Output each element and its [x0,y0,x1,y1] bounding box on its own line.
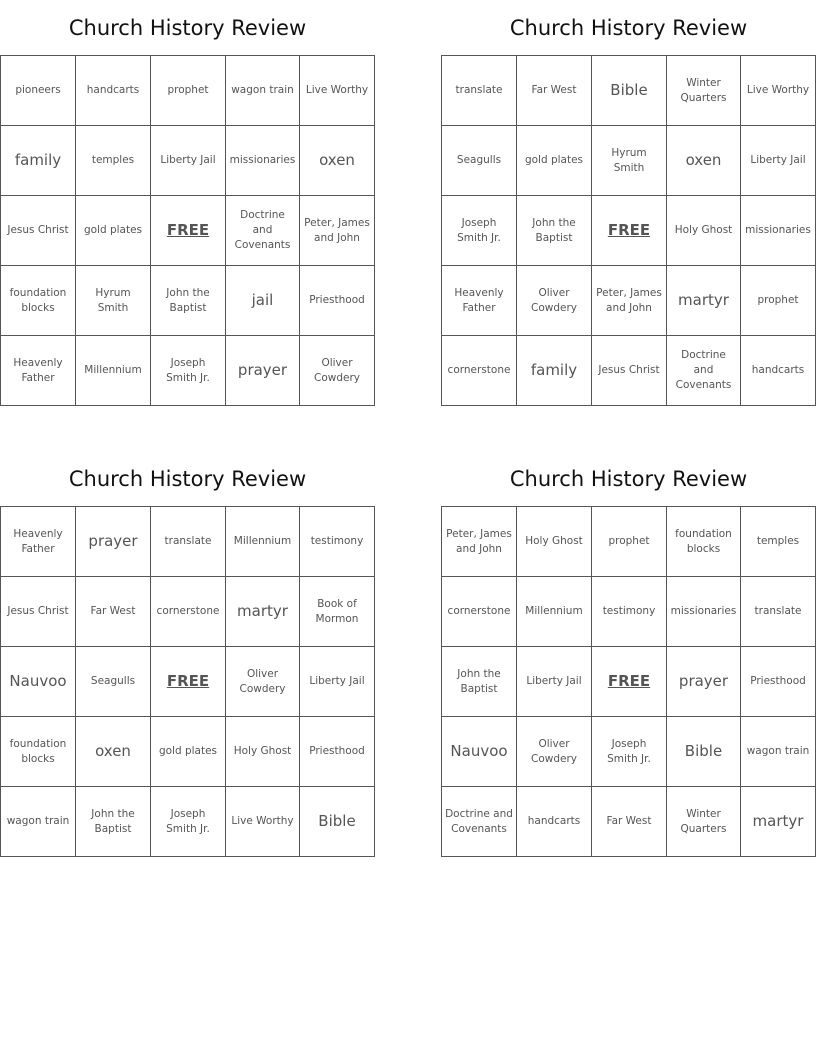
bingo-cell: Peter, James and John [300,196,375,266]
bingo-cell: Jesus Christ [1,196,76,266]
bingo-cell: Nauvoo [442,717,517,787]
bingo-cell: translate [151,507,226,577]
bingo-cell: John the Baptist [517,196,592,266]
bingo-cell: cornerstone [442,577,517,647]
bingo-cell: Oliver Cowdery [517,717,592,787]
bingo-cell: Priesthood [300,266,375,336]
bingo-cell: testimony [592,577,667,647]
bingo-cell: Far West [76,577,151,647]
bingo-cell: Far West [517,56,592,126]
bingo-cell: handcarts [741,336,816,406]
bingo-cell: Liberty Jail [300,647,375,717]
bingo-cell: missionaries [667,577,741,647]
bingo-cell: prayer [226,336,300,406]
bingo-cell: gold plates [517,126,592,196]
bingo-cell: Doctrine and Covenants [442,787,517,857]
bingo-cell: Priesthood [300,717,375,787]
bingo-cell: Heavenly Father [1,507,76,577]
bingo-cell: prophet [741,266,816,336]
bingo-cell: cornerstone [151,577,226,647]
bingo-cell: Live Worthy [300,56,375,126]
bingo-cell: Holy Ghost [667,196,741,266]
bingo-cell: handcarts [76,56,151,126]
bingo-cell: testimony [300,507,375,577]
bingo-cell: Doctrine and Covenants [226,196,300,266]
bingo-cell: Joseph Smith Jr. [592,717,667,787]
bingo-cell: missionaries [226,126,300,196]
bingo-cell: pioneers [1,56,76,126]
bingo-cell: translate [442,56,517,126]
card-title: Church History Review [68,16,307,40]
bingo-cell: Millennium [517,577,592,647]
bingo-cell: Jesus Christ [1,577,76,647]
bingo-cell: Jesus Christ [592,336,667,406]
bingo-grid [441,506,816,857]
bingo-cell: Holy Ghost [226,717,300,787]
card-title: Church History Review [68,467,307,491]
bingo-cell: wagon train [741,717,816,787]
bingo-cell: Live Worthy [226,787,300,857]
bingo-cell: Winter Quarters [667,56,741,126]
bingo-cell: martyr [226,577,300,647]
bingo-cell: Heavenly Father [1,336,76,406]
bingo-cell: prophet [592,507,667,577]
bingo-grid [0,55,375,406]
bingo-cell: prayer [76,507,151,577]
bingo-cell: foundation blocks [1,717,76,787]
bingo-grid [441,55,816,406]
bingo-cell: martyr [667,266,741,336]
bingo-cell: martyr [741,787,816,857]
bingo-cell: Winter Quarters [667,787,741,857]
bingo-card-3 [0,459,375,857]
bingo-cell: wagon train [1,787,76,857]
bingo-cell: oxen [300,126,375,196]
bingo-cell: gold plates [76,196,151,266]
bingo-cell: family [1,126,76,196]
bingo-cell: cornerstone [442,336,517,406]
bingo-cell: temples [741,507,816,577]
bingo-cell: missionaries [741,196,816,266]
bingo-cell: gold plates [151,717,226,787]
bingo-cell: Hyrum Smith [592,126,667,196]
free-space-cell: FREE [592,196,667,266]
bingo-card-1 [0,8,375,406]
bingo-cell: Holy Ghost [517,507,592,577]
bingo-cell: Joseph Smith Jr. [151,336,226,406]
bingo-cell: foundation blocks [667,507,741,577]
bingo-cell: Heavenly Father [442,266,517,336]
bingo-cell: Far West [592,787,667,857]
bingo-cell: prayer [667,647,741,717]
bingo-cell: Seagulls [76,647,151,717]
bingo-cell: Millennium [76,336,151,406]
bingo-card-4 [441,459,816,857]
bingo-cell: foundation blocks [1,266,76,336]
bingo-cell: oxen [667,126,741,196]
bingo-cell: Liberty Jail [517,647,592,717]
bingo-cell: prophet [151,56,226,126]
card-title: Church History Review [509,467,748,491]
free-space-cell: FREE [151,647,226,717]
bingo-cell: jail [226,266,300,336]
bingo-cell: John the Baptist [151,266,226,336]
bingo-cell: Live Worthy [741,56,816,126]
bingo-cell: handcarts [517,787,592,857]
bingo-cell: Hyrum Smith [76,266,151,336]
free-space-cell: FREE [151,196,226,266]
bingo-cell: John the Baptist [76,787,151,857]
bingo-cell: Doctrine and Covenants [667,336,741,406]
bingo-cell: Nauvoo [1,647,76,717]
bingo-cell: Seagulls [442,126,517,196]
bingo-cell: translate [741,577,816,647]
bingo-cell: Bible [592,56,667,126]
bingo-cell: Book of Mormon [300,577,375,647]
bingo-cell: Bible [300,787,375,857]
bingo-cell: temples [76,126,151,196]
bingo-cell: Joseph Smith Jr. [442,196,517,266]
bingo-cell: Liberty Jail [151,126,226,196]
card-title: Church History Review [509,16,748,40]
bingo-cell: wagon train [226,56,300,126]
bingo-cell: Bible [667,717,741,787]
bingo-cell: Priesthood [741,647,816,717]
bingo-grid [0,506,375,857]
bingo-cell: Millennium [226,507,300,577]
bingo-cell: Peter, James and John [592,266,667,336]
free-space-cell: FREE [592,647,667,717]
bingo-cell: oxen [76,717,151,787]
bingo-cell: Oliver Cowdery [300,336,375,406]
bingo-cell: family [517,336,592,406]
bingo-card-2 [441,8,816,406]
bingo-cell: Oliver Cowdery [226,647,300,717]
bingo-cell: Oliver Cowdery [517,266,592,336]
bingo-cell: Joseph Smith Jr. [151,787,226,857]
bingo-cell: John the Baptist [442,647,517,717]
bingo-cell: Peter, James and John [442,507,517,577]
bingo-cell: Liberty Jail [741,126,816,196]
